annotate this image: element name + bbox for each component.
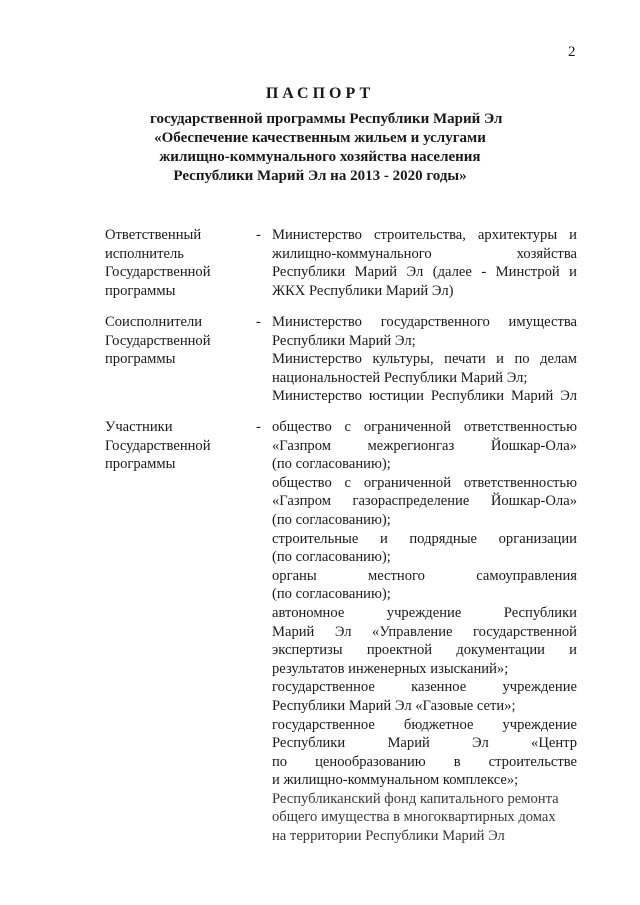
body-line: Министерство культуры, печати и по делам xyxy=(272,351,577,368)
label-line: Соисполнители xyxy=(105,314,203,330)
label-line: исполнитель xyxy=(105,245,184,262)
body-line: Республики Марий Эл (далее - Минстрой и xyxy=(272,264,577,281)
body-line: автономное учреждение Республики xyxy=(272,604,577,621)
section-dash: - xyxy=(256,227,261,243)
body-line: общество с ограниченной ответственностью xyxy=(272,419,577,435)
body-line: Республиканский фонд капитального ремонта xyxy=(272,790,559,807)
section-label xyxy=(105,313,250,369)
section-dash: - xyxy=(256,314,261,330)
page-number: 2 xyxy=(568,44,576,60)
body-line: (по согласованию); xyxy=(272,549,391,566)
body-line: Республики Марий Эл «Центр xyxy=(272,735,577,752)
section-body xyxy=(272,313,577,406)
body-line: Марий Эл «Управление государственной xyxy=(272,623,577,640)
label-line: программы xyxy=(105,456,176,473)
document-title: ПАСПОРТ xyxy=(265,85,375,102)
label-line: Участники xyxy=(105,419,173,435)
subtitle-line: «Обеспечение качественным жильем и услугами xyxy=(154,130,486,146)
body-line: государственное казенное учреждение xyxy=(272,679,577,696)
body-line: национальностей Республики Марий Эл; xyxy=(272,369,528,386)
body-line: (по согласованию); xyxy=(272,511,391,528)
body-line: результатов инженерных изысканий»; xyxy=(272,660,509,677)
label-line: программы xyxy=(105,282,176,299)
body-line: (по согласованию); xyxy=(272,456,391,473)
body-line: строительные и подрядные организации xyxy=(272,530,577,547)
body-line: Республики Марий Эл; xyxy=(272,332,416,349)
document-subtitle xyxy=(150,110,503,186)
body-line: Министерство государственного имущества xyxy=(272,314,577,330)
label-line: Ответственный xyxy=(105,227,202,243)
body-line: общего имущества в многоквартирных домах xyxy=(272,809,556,826)
label-line: Государственной xyxy=(105,264,211,281)
section-body xyxy=(272,226,577,300)
body-line: и жилищно-коммунальном комплексе»; xyxy=(272,772,519,789)
body-line: общество с ограниченной ответственностью xyxy=(272,474,577,491)
body-line: ЖКХ Республики Марий Эл) xyxy=(272,282,454,299)
body-line: «Газпром газораспределение Йошкар-Ола» xyxy=(272,493,577,510)
body-line: Министерство строительства, архитектуры и xyxy=(272,227,577,243)
body-line: Министерство юстиции Республики Марий Эл xyxy=(272,388,577,405)
section-dash: - xyxy=(256,419,261,435)
section-label xyxy=(105,226,250,300)
body-line: жилищно-коммунального хозяйства xyxy=(272,245,577,262)
body-line: органы местного самоуправления xyxy=(272,567,577,584)
label-line: программы xyxy=(105,351,176,368)
section-body xyxy=(272,418,577,846)
body-line: «Газпром межрегионгаз Йошкар-Ола» xyxy=(272,437,577,454)
body-line: Республики Марий Эл «Газовые сети»; xyxy=(272,697,516,714)
body-line: на территории Республики Марий Эл xyxy=(272,828,505,845)
label-line: Государственной xyxy=(105,437,211,454)
body-line: по ценообразованию в строительстве xyxy=(272,753,577,770)
subtitle-line: Республики Марий Эл на 2013 - 2020 годы» xyxy=(173,168,467,184)
subtitle-line: государственной программы Республики Марий Эл xyxy=(150,111,503,127)
body-line: (по согласованию); xyxy=(272,586,391,603)
label-line: Государственной xyxy=(105,332,211,349)
section-label xyxy=(105,418,250,474)
body-line: государственное бюджетное учреждение xyxy=(272,716,577,733)
subtitle-line: жилищно-коммунального хозяйства населения xyxy=(159,149,481,165)
body-line: экспертизы проектной документации и xyxy=(272,642,577,659)
